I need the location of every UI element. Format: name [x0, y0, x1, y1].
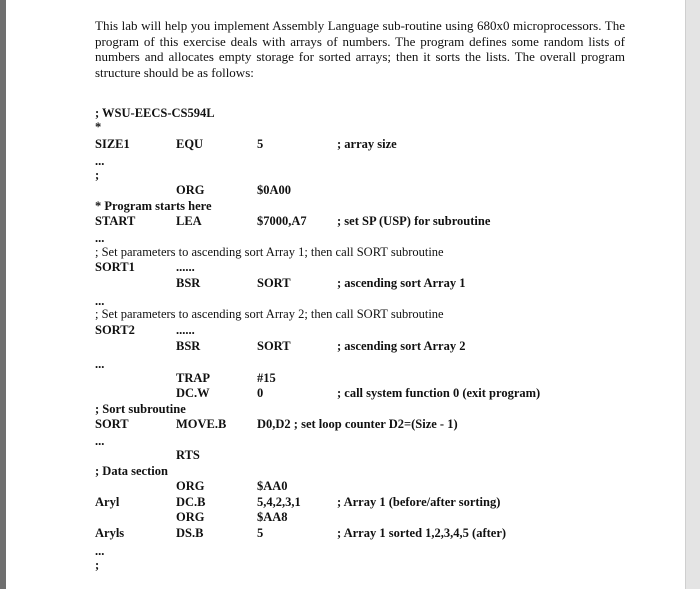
code-line: * Program starts here [95, 199, 212, 213]
code-line: Aryls DS.B 5 ; Array 1 sorted 1,2,3,4,5 (after) [95, 526, 507, 540]
code-line: ; Set parameters to ascending sort Array 1; then call SORT subroutine [95, 245, 444, 259]
code-line: ; [95, 558, 100, 572]
code-line: ORG $AA0 [176, 479, 288, 493]
code-line: TRAP #15 [176, 371, 276, 385]
code-line: SORT MOVE.B D0,D2 ; set loop counter D2=(Size - 1) [95, 417, 458, 431]
intro-paragraph: This lab will help you implement Assembly Language sub-routine using 680x0 microprocessors. The program of this exercise deals with arrays of numbers. The program defines some random lists of numbers and allocates empty storage for sorted arrays; then it sorts the lists. The overall program structure should be as follows: [95, 18, 625, 80]
code-line: ... [95, 544, 105, 558]
code-line: BSR SORT ; ascending sort Array 1 [176, 276, 466, 290]
code-line: ... [95, 154, 105, 168]
code-line: SORT2 ...... [95, 323, 195, 337]
code-line: ORG $AA8 [176, 510, 288, 524]
code-line: ; Set parameters to ascending sort Array 2; then call SORT subroutine [95, 307, 444, 321]
code-line: ... [95, 434, 105, 448]
code-line: DC.W 0 ; call system function 0 (exit program) [176, 386, 541, 400]
code-line: BSR SORT ; ascending sort Array 2 [176, 339, 466, 353]
code-line: * [95, 120, 102, 134]
code-line: ... [95, 357, 105, 371]
code-line: ; [95, 168, 100, 182]
code-line: ... [95, 294, 105, 308]
code-line: ; Sort subroutine [95, 402, 186, 416]
code-line: ; WSU-EECS-CS594L [95, 106, 215, 120]
code-line: ; Data section [95, 464, 168, 478]
code-line: RTS [176, 448, 200, 462]
code-line: Aryl DC.B 5,4,2,3,1 ; Array 1 (before/after sorting) [95, 495, 501, 509]
code-line: SIZE1 EQU 5 ; array size [95, 137, 397, 151]
code-line: SORT1 ...... [95, 260, 195, 274]
code-line: START LEA $7000,A7 ; set SP (USP) for subroutine [95, 214, 491, 228]
code-line: ORG $0A00 [176, 183, 292, 197]
code-line: ... [95, 231, 105, 245]
